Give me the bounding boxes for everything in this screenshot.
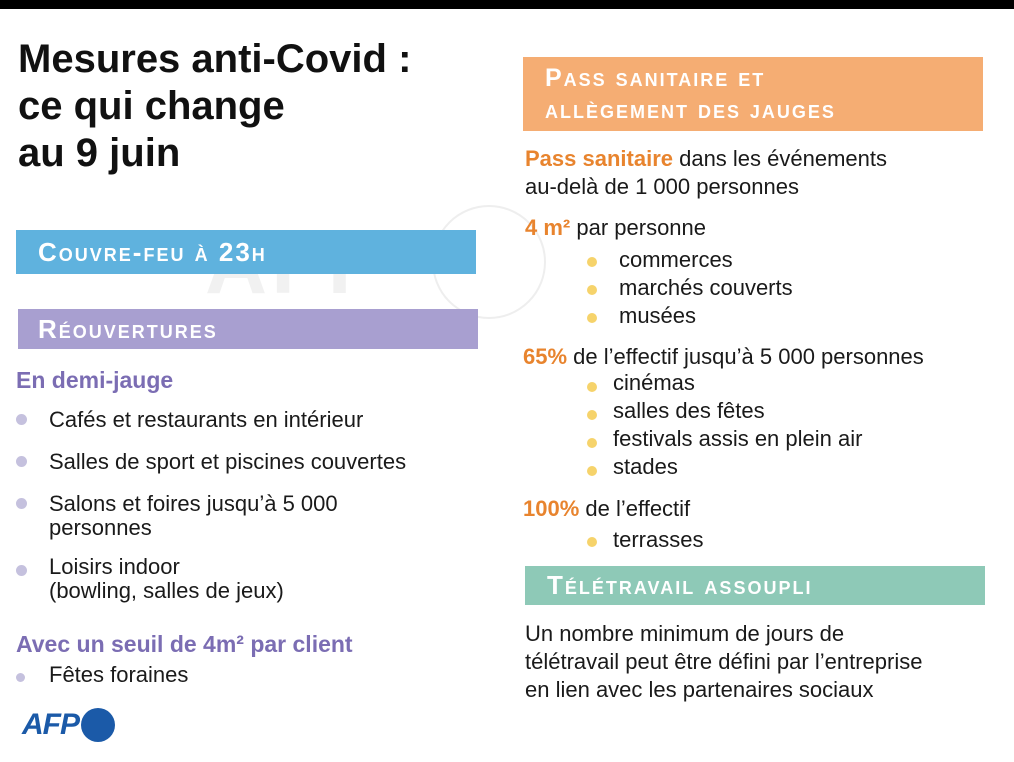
item-text: commerces xyxy=(619,247,733,272)
pct65-rest: de l’effectif jusqu’à 5 000 personnes xyxy=(567,344,924,369)
item-text-cont: (bowling, salles de jeux) xyxy=(49,578,284,603)
m2-rest: par personne xyxy=(570,215,707,240)
page-title xyxy=(18,36,498,177)
pass-banner-line-2: allègement des jauges xyxy=(545,96,836,124)
bullet-dot xyxy=(16,414,27,425)
afp-logo-text: AFP xyxy=(22,708,79,741)
list-item xyxy=(16,489,486,552)
bullet-dot xyxy=(16,673,25,682)
item-text: festivals assis en plein air xyxy=(613,426,863,451)
bullet-dot xyxy=(16,456,27,467)
bullet-dot xyxy=(587,537,597,547)
pct100-heading xyxy=(523,495,690,523)
telework-line-3: en lien avec les partenaires sociaux xyxy=(525,677,874,702)
title-line-2: ce qui change xyxy=(18,84,285,128)
pass-rest-line2: au-delà de 1 000 personnes xyxy=(525,174,799,199)
item-text-cont: personnes xyxy=(49,515,152,540)
item-text: musées xyxy=(619,303,697,328)
list-item xyxy=(587,303,967,331)
pct100-strong: 100% xyxy=(523,496,580,521)
telework-line-2: télétravail peut être défini par l’entreprise xyxy=(525,649,923,674)
curfew-banner: Couvre-feu à 23h xyxy=(16,230,476,274)
top-bar xyxy=(0,0,1014,9)
pct65-heading xyxy=(523,343,924,371)
item-text: Fêtes foraines xyxy=(49,662,189,687)
item-text: stades xyxy=(613,454,678,479)
telework-banner: Télétravail assoupli xyxy=(525,566,985,605)
pass-banner-line-1: Pass sanitaire et xyxy=(545,64,766,92)
afp-logo xyxy=(22,708,115,742)
item-text: salles des fêtes xyxy=(613,398,765,423)
list-item xyxy=(587,426,967,454)
item-text: Cafés et restaurants en intérieur xyxy=(49,407,364,432)
list-item xyxy=(16,405,486,447)
m2-heading xyxy=(525,214,706,242)
item-text: Loisirs indoor xyxy=(49,554,180,579)
half-gauge-list xyxy=(16,405,486,612)
m2-strong: 4 m² xyxy=(525,215,571,240)
bullet-dot xyxy=(587,285,597,295)
telework-line-1: Un nombre minimum de jours de xyxy=(525,621,845,646)
reopen-banner: Réouvertures xyxy=(18,309,478,349)
list-item xyxy=(587,370,967,398)
threshold-list xyxy=(16,662,486,690)
list-item xyxy=(587,527,967,555)
item-text: cinémas xyxy=(613,370,695,395)
bullet-dot xyxy=(587,257,597,267)
bullet-dot xyxy=(587,313,597,323)
bullet-dot xyxy=(16,498,27,509)
pct100-list xyxy=(587,527,967,555)
list-item xyxy=(16,447,486,489)
bullet-dot xyxy=(587,466,597,476)
list-item xyxy=(587,454,967,482)
bullet-dot xyxy=(587,410,597,420)
item-text: terrasses xyxy=(613,527,704,552)
pass-strong: Pass sanitaire xyxy=(525,146,673,171)
list-item xyxy=(587,398,967,426)
m2-list xyxy=(587,247,967,331)
threshold-heading: Avec un seuil de 4m² par client xyxy=(16,631,353,657)
pass-rest: dans les événements xyxy=(672,146,888,171)
pct65-list xyxy=(587,370,967,482)
title-line-3: au 9 juin xyxy=(18,131,181,175)
list-item xyxy=(587,247,967,275)
bullet-dot xyxy=(16,565,27,576)
bullet-dot xyxy=(587,382,597,392)
pct65-strong: 65% xyxy=(523,344,568,369)
item-text: Salles de sport et piscines couvertes xyxy=(49,449,407,474)
list-item xyxy=(587,275,967,303)
item-text: marchés couverts xyxy=(619,275,793,300)
item-text: Salons et foires jusqu’à 5 000 xyxy=(49,491,338,516)
list-item xyxy=(16,662,486,690)
half-gauge-heading: En demi-jauge xyxy=(16,367,174,393)
bullet-dot xyxy=(587,438,597,448)
title-line-1: Mesures anti-Covid : xyxy=(18,37,412,81)
list-item xyxy=(16,552,486,612)
pass-banner xyxy=(523,57,983,131)
pass-block xyxy=(525,145,995,201)
telework-text xyxy=(525,620,1005,704)
pct100-rest: de l’effectif xyxy=(579,496,691,521)
afp-logo-circle-icon xyxy=(81,708,115,742)
